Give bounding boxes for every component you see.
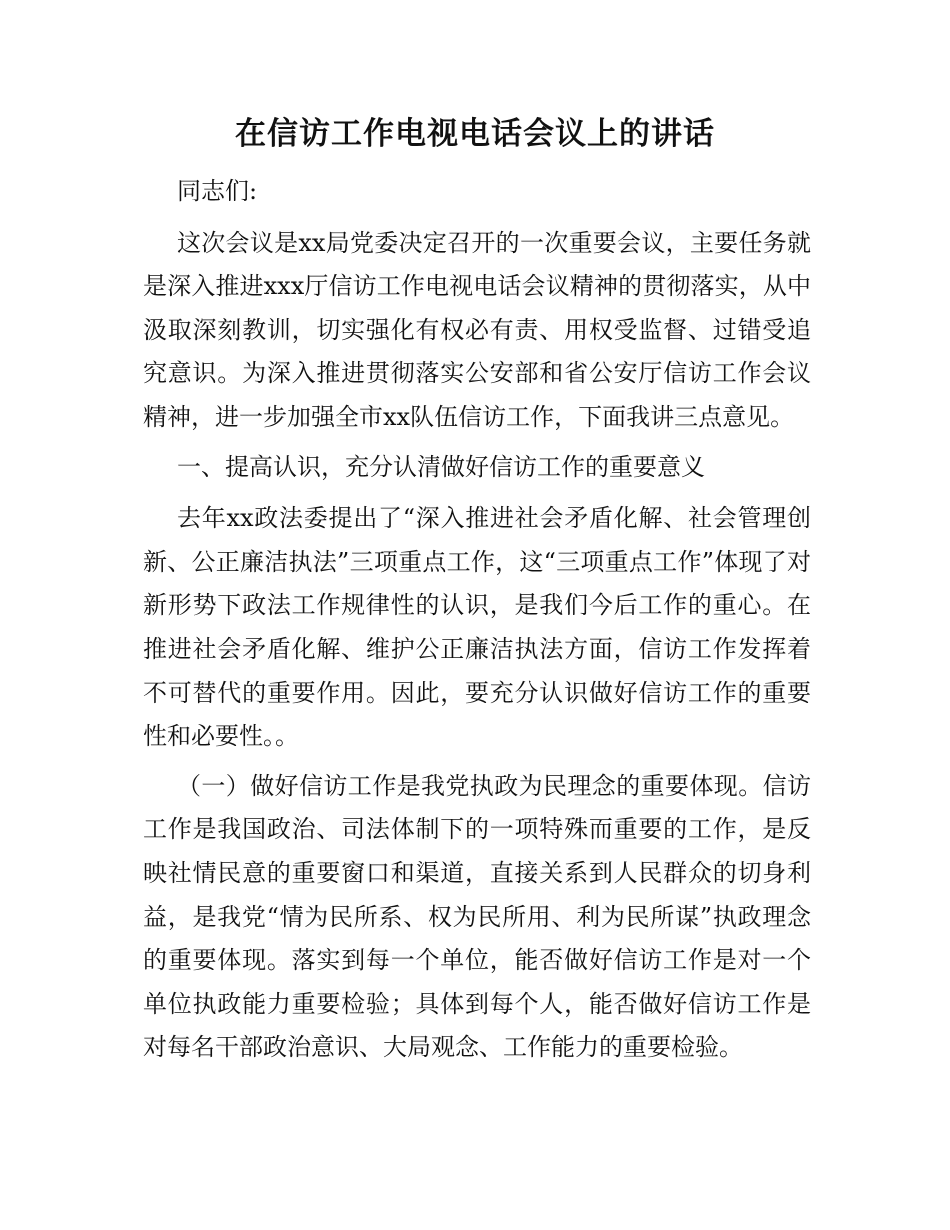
document-body [143, 170, 811, 1076]
paragraph-subsection-1: （一）做好信访工作是我党执政为民理念的重要体现。信访工作是我国政治、司法体制下的一项特殊而重要的工作，是反映社情民意的重要窗口和渠道，直接关系到人民群众的切身利益，是我党“情为民所系、权为民所用、利为民所谋”执政理念的重要体现。落实到每一个单位，能否做好信访工作是对一个单位执政能力重要检验；具体到每个人，能否做好信访工作是对每名干部政治意识、大局观念、工作能力的重要检验。 [143, 771, 811, 1062]
document-title: 在信访工作电视电话会议上的讲话 [235, 116, 715, 152]
section-heading-1: 一、提高认识，充分认清做好信访工作的重要意义 [177, 452, 705, 481]
salutation: 同志们: [177, 177, 258, 205]
paragraph-section-1: 去年xx政法委提出了“深入推进社会矛盾化解、社会管理创新、公正廉洁执法”三项重点工作，这“三项重点工作”体现了对新形势下政法工作规律性的认识，是我们今后工作的重心。在推进社会矛盾化解、维护公正廉洁执法方面，信访工作发挥着不可替代的重要作用。因此，要充分认识做好信访工作的重要性和必要性。。 [143, 504, 811, 751]
paragraph-intro: 这次会议是xx局党委决定召开的一次重要会议，主要任务就是深入推进xxx厅信访工作电视电话会议精神的贯彻落实，从中汲取深刻教训，切实强化有权必有责、用权受监督、过错受追究意识。为深入推进贯彻落实公安部和省公安厅信访工作会议精神，进一步加强全市xx队伍信访工作，下面我讲三点意见。 [143, 228, 811, 431]
